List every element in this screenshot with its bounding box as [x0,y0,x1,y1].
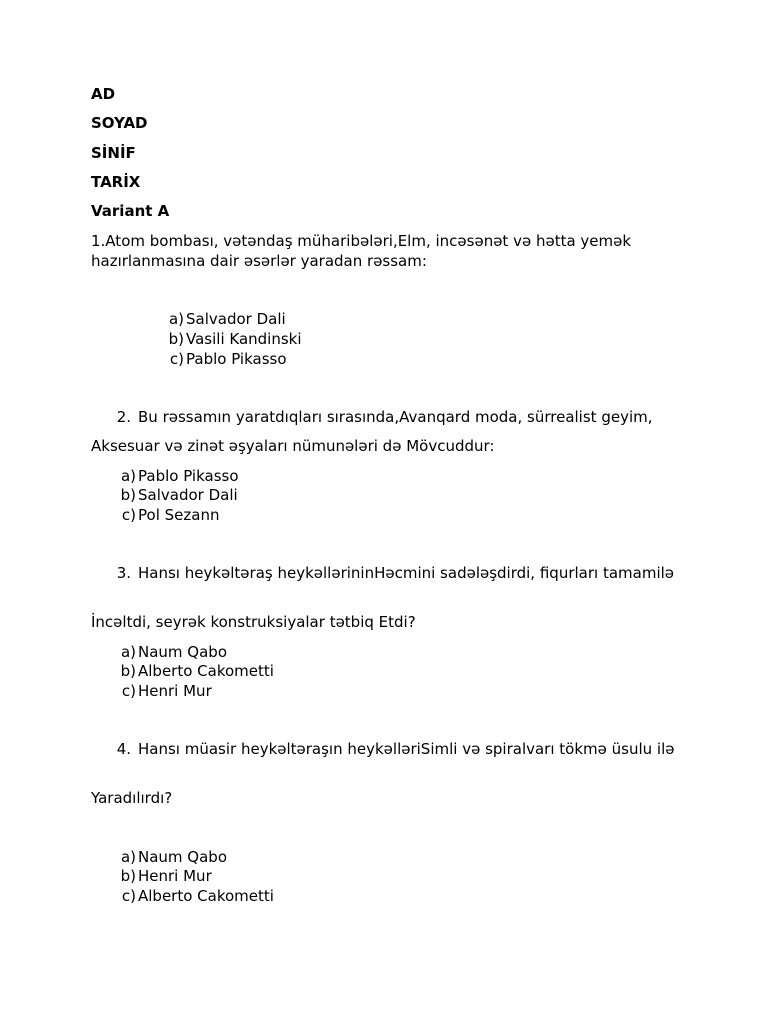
option-label: Salvador Dali [138,486,238,504]
question-1-text: 1.Atom bombası, vətəndaş müharibələri,Elm, incəsənət və hətta yemək hazırlanmasına dair əsərlər yaradan rəssam: [91,232,632,270]
question-3-number: 3. [116,564,131,582]
field-tarix: TARİX [91,173,141,191]
option-label: Alberto Cakometti [138,887,274,905]
option-marker: b) [120,867,136,885]
question-4-continuation: Yaradılırdı? [91,789,173,807]
option-marker: c) [121,887,136,905]
field-ad: AD [91,85,116,103]
option-label: Henri Mur [138,682,212,700]
field-soyad: SOYAD [91,114,148,132]
option-label: Pablo Pikasso [138,467,239,485]
field-sinif: SİNİF [91,144,136,162]
question-2-text: Bu rəssamın yaratdıqları sırasında,Avanqard moda, sürrealist geyim, [138,408,653,426]
variant-title: Variant A [91,202,170,220]
option-label: Salvador Dali [186,310,286,328]
option-marker: a) [120,467,136,485]
question-2-number: 2. [116,408,131,426]
option-label: Alberto Cakometti [138,662,274,680]
question-4-number: 4. [116,740,131,758]
option-marker: b) [120,486,136,504]
option-marker: a) [168,310,184,328]
option-marker: c) [121,506,136,524]
option-marker: a) [120,848,136,866]
option-label: Pol Sezann [138,506,220,524]
question-3-continuation: İncəltdi, seyrək konstruksiyalar tətbiq Etdi? [91,613,416,631]
option-label: Naum Qabo [138,643,227,661]
question-3-text: Hansı heykəltəraş heykəllərininHəcmini sadələşdirdi, fiqurları tamamilə [138,564,675,582]
option-marker: c) [169,350,184,368]
option-label: Naum Qabo [138,848,227,866]
option-marker: c) [121,682,136,700]
option-marker: b) [168,330,184,348]
question-4-text: Hansı müasir heykəltəraşın heykəlləriSimli və spiralvarı tökmə üsulu ilə [138,740,675,758]
option-label: Henri Mur [138,867,212,885]
option-label: Vasili Kandinski [186,330,302,348]
option-marker: b) [120,662,136,680]
option-marker: a) [120,643,136,661]
question-2-continuation: Aksesuar və zinət əşyaları nümunələri də Mövcuddur: [91,437,495,455]
option-label: Pablo Pikasso [186,350,287,368]
